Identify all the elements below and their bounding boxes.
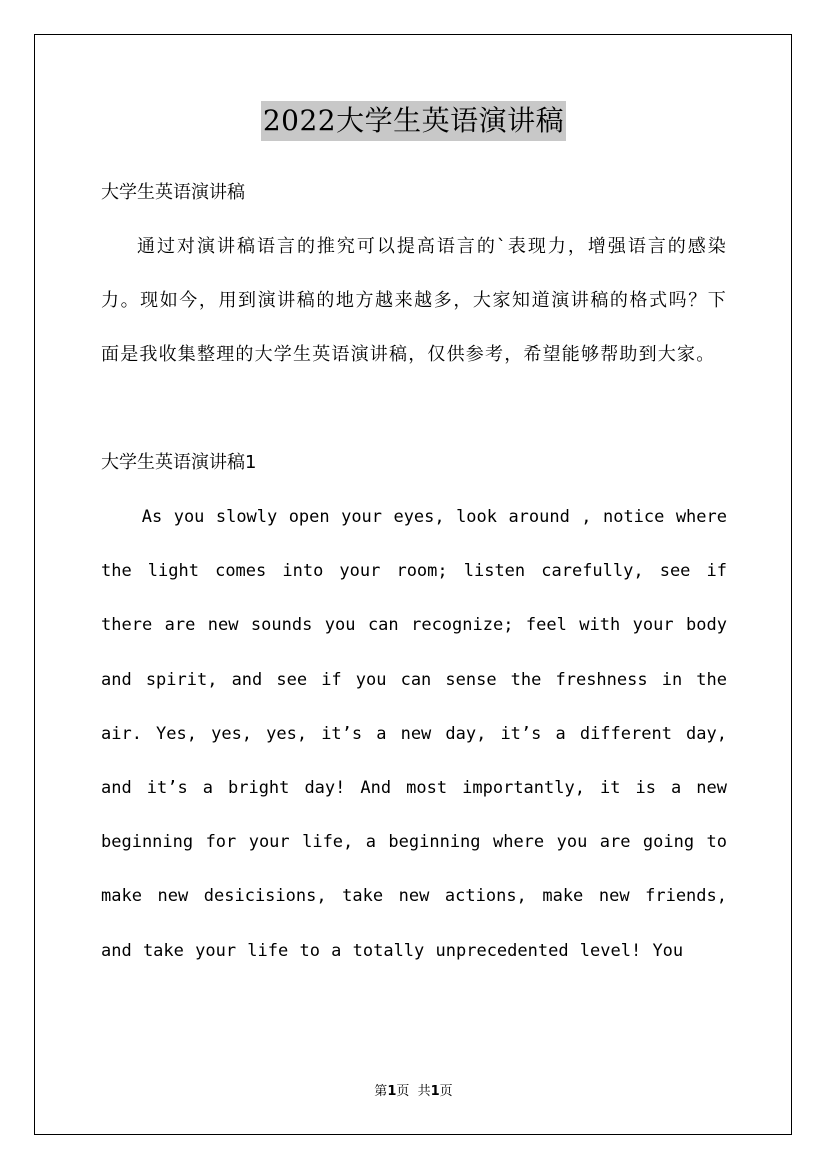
section-heading: 大学生英语演讲稿 xyxy=(101,182,245,203)
document-title: 2022大学生英语演讲稿 xyxy=(261,101,566,141)
footer-page-prefix: 第 xyxy=(374,1084,388,1099)
title-wrap xyxy=(0,101,827,141)
subheading-speech-1: 大学生英语演讲稿1 xyxy=(101,452,257,473)
document-body xyxy=(101,166,727,978)
footer-page-mid: 页 共 xyxy=(396,1084,431,1099)
english-paragraph: As you slowly open your eyes, look around , notice where the light comes into your room; listen carefully, see if there are new sounds you can recognize; feel with your body and spirit, and see if you can sense the freshness in the air. Yes, yes, yes, it’s a new day, it’s a different day, and it’s a bright day! And most importantly, it is a new beginning for your life, a beginning where you are going to make new desicisions, take new actions, make new friends, and take your life to a totally unprecedented level! You xyxy=(101,507,727,961)
paragraph-gap xyxy=(101,382,727,436)
page-footer xyxy=(0,1083,827,1101)
footer-page-suffix: 页 xyxy=(439,1084,453,1099)
footer-page-current: 1 xyxy=(387,1084,397,1099)
intro-paragraph: 通过对演讲稿语言的推究可以提高语言的`表现力，增强语言的感染力。现如今，用到演讲稿的地方越来越多，大家知道演讲稿的格式吗？下面是我收集整理的大学生英语演讲稿，仅供参考，希望能够帮助到大家。 xyxy=(101,236,727,365)
footer-page-total: 1 xyxy=(430,1084,440,1099)
